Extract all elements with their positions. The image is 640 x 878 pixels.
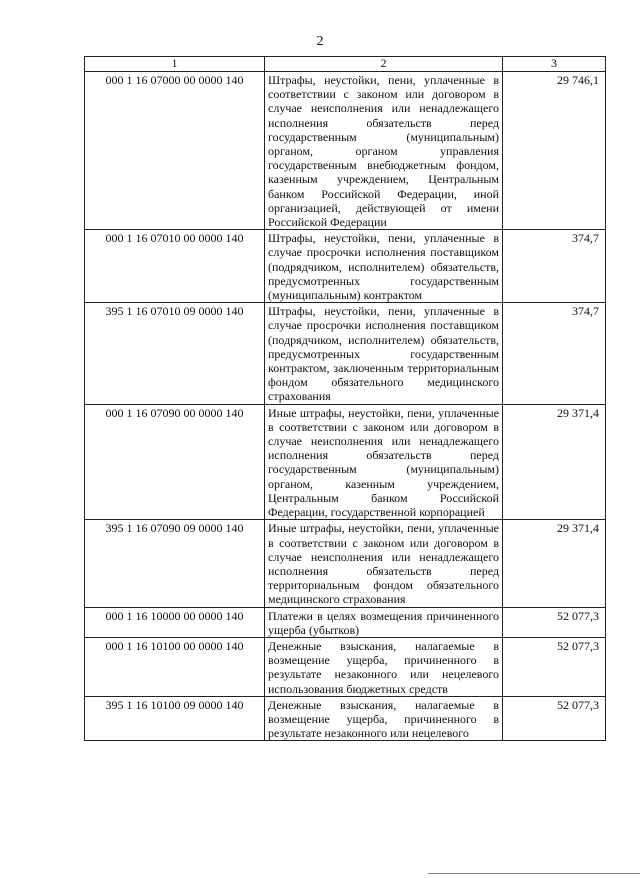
table-row xyxy=(85,303,606,404)
description-cell: Денежные взыскания, налагаемые в возмещение ущерба, причиненного в результате незаконного или нецелевого xyxy=(265,696,503,741)
amount-cell: 29 746,1 xyxy=(503,72,606,230)
table-row xyxy=(85,230,606,303)
amount-cell: 374,7 xyxy=(503,303,606,404)
description-cell: Денежные взыскания, налагаемые в возмещение ущерба, причиненного в результате незаконного или нецелевого использования бюджетных средств xyxy=(265,637,503,696)
description-cell: Иные штрафы, неустойки, пени, уплаченные в соответствии с законом или договором в случае неисполнения или ненадлежащего исполнения обязательств перед территориальным фондом обязательного медицинского страхования xyxy=(265,520,503,607)
amount-cell: 374,7 xyxy=(503,230,606,303)
table-header-row xyxy=(85,57,606,72)
table-row xyxy=(85,404,606,520)
budget-code-cell: 000 1 16 10000 00 0000 140 xyxy=(85,607,265,637)
page-number: 2 xyxy=(316,34,324,49)
column-header-3: 3 xyxy=(503,57,606,72)
amount-cell: 52 077,3 xyxy=(503,696,606,741)
column-header-2: 2 xyxy=(265,57,503,72)
table-row xyxy=(85,607,606,637)
table-row xyxy=(85,637,606,696)
amount-cell: 29 371,4 xyxy=(503,404,606,520)
budget-code-cell: 000 1 16 07090 00 0000 140 xyxy=(85,404,265,520)
description-cell: Штрафы, неустойки, пени, уплаченные в случае просрочки исполнения поставщиком (подрядчиком, исполнителем) обязательств, предусмотренных государственным контрактом, заключенным территориальным фондом обязательного медицинского страхования xyxy=(265,303,503,404)
budget-code-cell: 395 1 16 10100 09 0000 140 xyxy=(85,696,265,741)
table-row xyxy=(85,696,606,741)
column-header-1: 1 xyxy=(85,57,265,72)
budget-code-cell: 395 1 16 07090 09 0000 140 xyxy=(85,520,265,607)
revenue-table xyxy=(84,56,606,741)
budget-code-cell: 000 1 16 07010 00 0000 140 xyxy=(85,230,265,303)
description-cell: Штрафы, неустойки, пени, уплаченные в соответствии с законом или договором в случае неисполнения или ненадлежащего исполнения обязательств перед государственным (муниципальным) органом, органом управления государственным внебюджетным фондом, казенным учреждением, Центральным банком Российской Федерации, иной организацией, действующей от имени Российской Федерации xyxy=(265,72,503,230)
description-cell: Иные штрафы, неустойки, пени, уплаченные в соответствии с законом или договором в случае неисполнения или ненадлежащего исполнения обязательств перед государственным (муниципальным) органом, казенным учреждением, Центральным банком Российской Федерации, государственной корпорацией xyxy=(265,404,503,520)
amount-cell: 52 077,3 xyxy=(503,607,606,637)
table-row xyxy=(85,520,606,607)
table-row xyxy=(85,72,606,230)
amount-cell: 29 371,4 xyxy=(503,520,606,607)
budget-code-cell: 395 1 16 07010 09 0000 140 xyxy=(85,303,265,404)
scan-edge-line xyxy=(428,873,640,874)
budget-code-cell: 000 1 16 10100 00 0000 140 xyxy=(85,637,265,696)
budget-code-cell: 000 1 16 07000 00 0000 140 xyxy=(85,72,265,230)
amount-cell: 52 077,3 xyxy=(503,637,606,696)
description-cell: Штрафы, неустойки, пени, уплаченные в случае просрочки исполнения поставщиком (подрядчиком, исполнителем) обязательств, предусмотренных государственным (муниципальным) контрактом xyxy=(265,230,503,303)
description-cell: Платежи в целях возмещения причиненного ущерба (убытков) xyxy=(265,607,503,637)
